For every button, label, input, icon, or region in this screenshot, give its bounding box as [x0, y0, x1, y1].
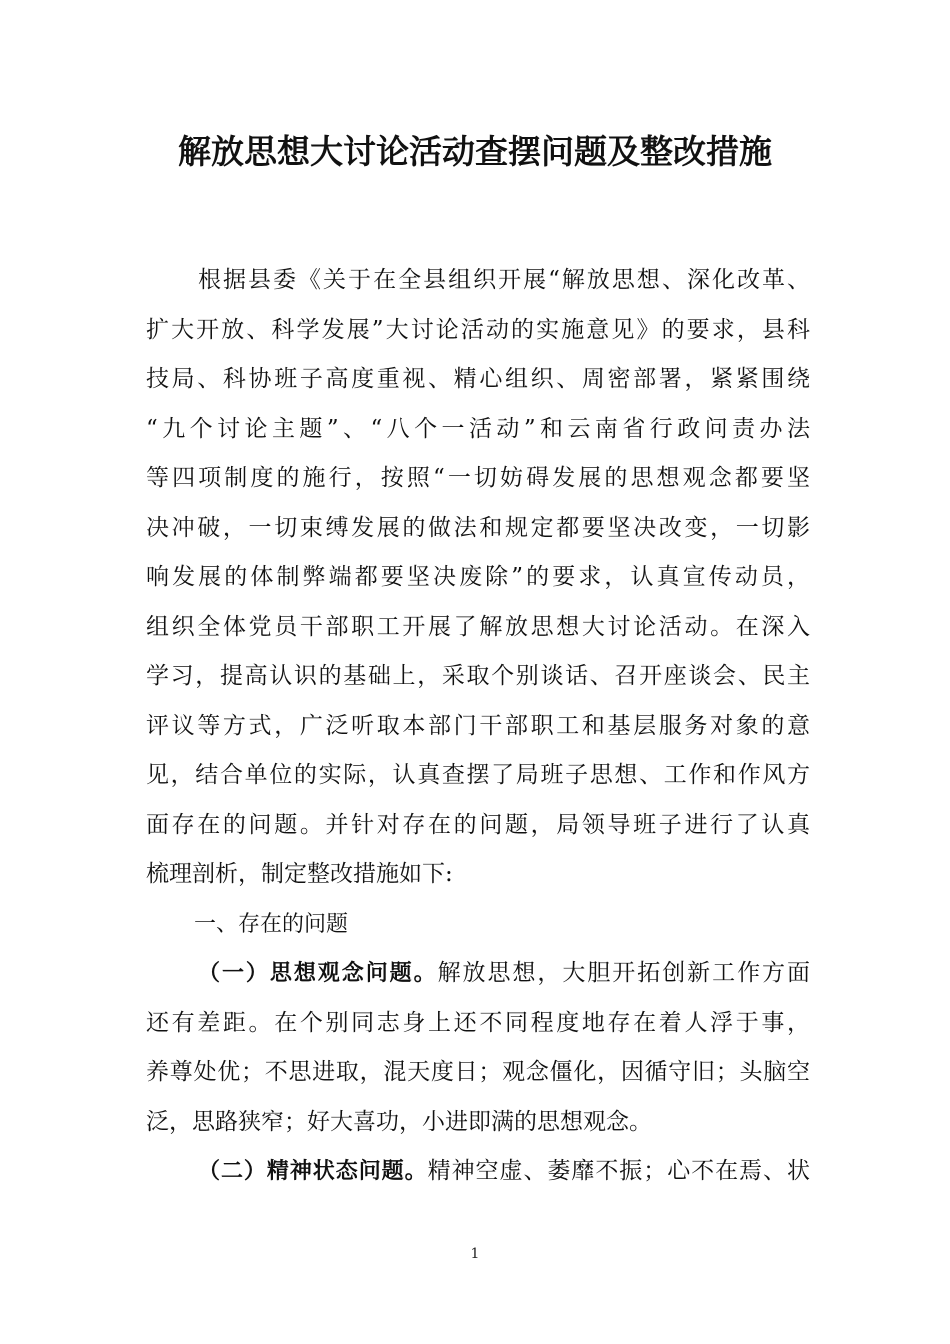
paragraph-line: “九个讨论主题”、“八个一活动”和云南省行政问责办法	[146, 415, 810, 442]
paragraph-line: 见，结合单位的实际，认真查摆了局班子思想、工作和作风方	[146, 762, 810, 788]
paragraph-line: 评议等方式，广泛听取本部门干部职工和基层服务对象的意	[146, 712, 810, 739]
paragraph-line: 面存在的问题。并针对存在的问题，局领导班子进行了认真	[146, 811, 810, 838]
paragraph-line: 泛，思路狭窄；好大喜功，小进即满的思想观念。	[146, 1108, 652, 1135]
item-text: 解放思想，大胆开拓创新工作方面	[437, 960, 810, 986]
item-label: （一）思想观念问题。	[198, 961, 438, 986]
paragraph-line: 学习，提高认识的基础上，采取个别谈话、召开座谈会、民主	[146, 663, 810, 689]
paragraph-line: 决冲破，一切束缚发展的做法和规定都要坚决改变，一切影	[146, 514, 810, 541]
document-body	[146, 256, 810, 1197]
page-number: 1	[470, 1246, 480, 1262]
paragraph-line: 养尊处优；不思进取，混天度日；观念僵化，因循守旧；头脑空	[146, 1059, 810, 1085]
item-text: 精神空虚、萎靡不振；心不在焉、状	[427, 1158, 810, 1184]
section-heading: 一、存在的问题	[194, 911, 349, 937]
paragraph-line: 技局、科协班子高度重视、精心组织、周密部署，紧紧围绕	[146, 366, 810, 392]
paragraph-line: 组织全体党员干部职工开展了解放思想大讨论活动。在深入	[146, 613, 810, 640]
paragraph-line: 还有差距。在个别同志身上还不同程度地存在着人浮于事，	[146, 1009, 810, 1036]
item-first-line	[146, 1147, 810, 1197]
paragraph-line: 响发展的体制弊端都要坚决废除”的要求，认真宣传动员，	[146, 564, 810, 590]
paragraph-line: 扩大开放、科学发展”大讨论活动的实施意见》的要求，县科	[146, 316, 810, 343]
paragraph-line: 梳理剖析，制定整改措施如下:	[146, 861, 453, 887]
paragraph-line: 等四项制度的施行，按照“一切妨碍发展的思想观念都要坚	[146, 465, 810, 491]
document-title: 解放思想大讨论活动查摆问题及整改措施	[178, 132, 772, 171]
paragraph-line: 根据县委《关于在全县组织开展“解放思想、深化改革、	[198, 267, 810, 293]
item-first-line	[146, 949, 810, 999]
item-label: （二）精神状态问题。	[198, 1159, 428, 1184]
